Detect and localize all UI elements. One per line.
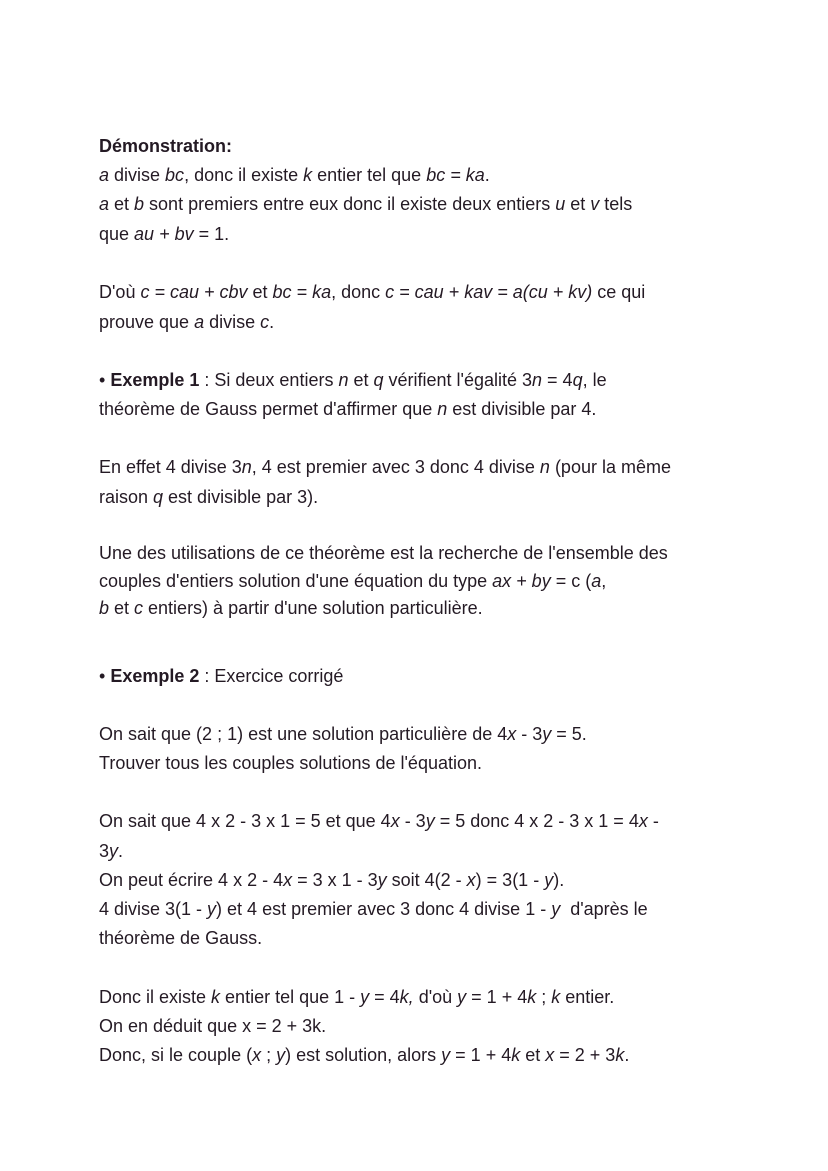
example1-line-1: • Exemple 1 : Si deux entiers n et q vérifient l'égalité 3n = 4q, le: [99, 370, 607, 390]
proof-line-5: prouve que a divise c.: [99, 312, 275, 332]
bullet-icon: •: [99, 370, 111, 390]
example2-heading: • Exemple 2 : Exercice corrigé: [99, 666, 344, 686]
proof-line-4: D'où c = cau + cbv et bc = ka, donc c = cau + kav = a(cu + kv) ce qui: [99, 282, 646, 302]
example2-line-3: On sait que 4 x 2 - 3 x 1 = 5 et que 4x - 3y = 5 donc 4 x 2 - 3 x 1 = 4x -: [99, 811, 659, 831]
bullet-icon: •: [99, 666, 111, 686]
example2-label: Exemple 2: [110, 666, 200, 686]
proof-line-3: que au + bv = 1.: [99, 224, 230, 244]
example2-line-2: Trouver tous les couples solutions de l'équation.: [99, 753, 482, 773]
usage-line-2: couples d'entiers solution d'une équation du type ax + by = c (a,: [99, 571, 607, 591]
proof-line-2: a et b sont premiers entre eux donc il existe deux entiers u et v tels: [99, 194, 633, 214]
example2-line-5: On peut écrire 4 x 2 - 4x = 3 x 1 - 3y soit 4(2 - x) = 3(1 - y).: [99, 870, 565, 890]
example1-label: Exemple 1: [110, 370, 200, 390]
example2-line-1: On sait que (2 ; 1) est une solution particulière de 4x - 3y = 5.: [99, 724, 587, 744]
usage-line-1: Une des utilisations de ce théorème est la recherche de l'ensemble des: [99, 543, 668, 563]
example2-line-6: 4 divise 3(1 - y) et 4 est premier avec 3 donc 4 divise 1 - y d'après le: [99, 899, 648, 919]
example2-line-9: On en déduit que x = 2 + 3k.: [99, 1016, 327, 1036]
proof-heading: Démonstration:: [99, 136, 233, 156]
usage-line-3: b et c entiers) à partir d'une solution particulière.: [99, 598, 483, 618]
example1-line-3: En effet 4 divise 3n, 4 est premier avec 3 donc 4 divise n (pour la même: [99, 457, 671, 477]
example2-line-7: théorème de Gauss.: [99, 928, 263, 948]
example1-line-2: théorème de Gauss permet d'affirmer que n est divisible par 4.: [99, 399, 597, 419]
example2-line-4: 3y.: [99, 841, 124, 861]
proof-line-1: a divise bc, donc il existe k entier tel que bc = ka.: [99, 165, 490, 185]
example2-line-10: Donc, si le couple (x ; y) est solution, alors y = 1 + 4k et x = 2 + 3k.: [99, 1045, 630, 1065]
example2-line-8: Donc il existe k entier tel que 1 - y = 4k, d'où y = 1 + 4k ; k entier.: [99, 987, 615, 1007]
example1-line-4: raison q est divisible par 3).: [99, 487, 319, 507]
